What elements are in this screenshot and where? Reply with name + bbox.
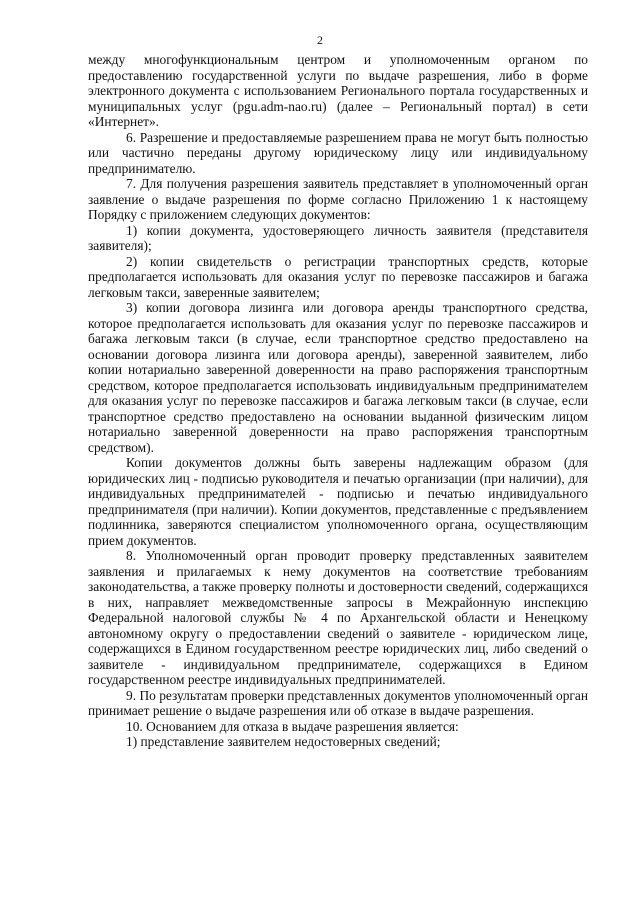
paragraph: 1) представление заявителем недостоверных сведений; [126, 734, 441, 749]
paragraph: 1) копии документа, удостоверяющего личность заявителя (представителя заявителя); [88, 222, 588, 253]
document-body [88, 52, 588, 750]
paragraph: 6. Разрешение и предоставляемые разрешением права не могут быть полностью или частично переданы другому юридическому лицу или индивидуальному предпринимателю. [88, 129, 588, 176]
paragraph: 3) копии договора лизинга или договора аренды транспортного средства, которое предполагается использовать для оказания услуг по перевозке пассажиров и багажа легковым такси (в случае, если транспортное средство предоставлено на основании договора лизинга или договора аренды), заверенной заявителем, либо копии нотариально заверенной доверенности на право распоряжения транспортным средством, которое предполагается использовать индивидуальным предпринимателем для оказания услуг по перевозке пассажиров и багажа легковым такси (в случае, если транспортное средство предоставлено на основании выданной физическим лицом нотариально заверенной доверенности на право распоряжения транспортным средством). [88, 300, 588, 455]
paragraph: 8. Уполномоченный орган проводит проверку представленных заявителем заявления и прилагаемых к нему документов на соответствие требованиям законодательства, а также проверку полноты и достоверности сведений, содержащихся в них, направляет межведомственные запросы в Межрайонную инспекцию Федеральной налоговой службы № 4 по Архангельской области и Ненецкому автономному округу о предоставлении сведений о заявителе - юридическом лице, содержащихся в Едином государственном реестре юридических лиц, либо сведений о заявителе - индивидуальном предпринимателе, содержащихся в Едином государственном реестре индивидуальных предпринимателей. [88, 548, 588, 687]
page-number: 2 [317, 33, 323, 47]
paragraph: 10. Основанием для отказа в выдаче разрешения является: [126, 718, 459, 734]
paragraph: 7. Для получения разрешения заявитель представляет в уполномоченный орган заявление о выдаче разрешения по форме согласно Приложению 1 к настоящему Порядку с приложением следующих документов: [88, 176, 588, 222]
paragraph: между многофункциональным центром и уполномоченным органом по предоставлению государственной услуги по выдаче разрешения, либо в форме электронного документа с использованием Регионального портала государственных и муниципальных услуг (pgu.adm-nao.ru) (далее – Региональный портал) в сети «Интернет». [88, 52, 588, 129]
paragraph: 2) копии свидетельств о регистрации транспортных средств, которые предполагается использовать для оказания услуг по перевозке пассажиров и багажа легковым такси, заверенные заявителем; [88, 253, 588, 300]
paragraph: 9. По результатам проверки представленных документов уполномоченный орган принимает решение о выдаче разрешения или об отказе в выдаче разрешения. [88, 687, 588, 718]
paragraph: Копии документов должны быть заверены надлежащим образом (для юридических лиц - подписью руководителя и печатью организации (при наличии), для индивидуальных предпринимателей - подписью и печатью индивидуального предпринимателя (при наличии). Копии документов, представленные с предъявлением подлинника, заверяются специалистом уполномоченного органа, осуществляющим прием документов. [88, 455, 588, 548]
